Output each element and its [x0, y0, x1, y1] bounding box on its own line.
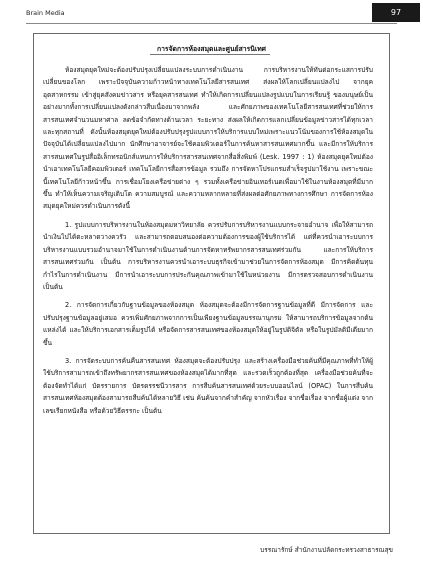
page-title: การจัดการห้องสมุดและศูนย์สารนิเทศ	[156, 45, 266, 53]
title-underline	[150, 54, 270, 55]
intro-paragraph: ห้องสมุดยุคใหม่จะต้องปรับปรุงเปลี่ยนแปลงระบบการดำเนินงาน การบริหารงานให้ทันต่อกระแสการปรับเปลี่ยนของโลก เพราะปัจจุบันความก้าวหน้าทางเทคโนโลยีสารสนเทศ ส่งผลให้โลกเปลี่ยนแปลงไป จากยุคอุตสาหกรรม เข้าสู่ยุคสังคมข่าวสาร หรือยุคสารสนเทศ ทำให้เกิดการเปลี่ยนแปลงรูปแบบในการเรียนรู้ ของมนุษย์เป็นอย่างมากทั้งการเปลี่ยนแปลงดังกล่าวสืบเนื่องมาจากพลัง และศักยภาพของเทคโนโลยีสารสนเทศที่ช่วยให้การสารสนเทศจำนวนมหาศาล ลดข้อจำกัดทางด้านเวลา ระยะทาง ส่งผลให้เกิดการแลกเปลี่ยนข้อมูลข่าวสารได้ทุกเวลา และทุกสถานที่ ดังนั้นห้องสมุดยุคใหม่ต้องปรับปรุงรูปแบบการให้บริการแบบใหม่เพราะแนวโน้มของการใช้ห้องสมุดในปัจจุบันได้เปลี่ยนแปลงไปมาก นักศึกษาอาจารย์จะใช้คอมพิวเตอร์ในการค้นหาสารสนเทศมากขึ้น และมีการให้บริการสารสนเทศในรูปสื่ออิเล็กทรอนิกส์แทนการให้บริการสารสนเทศจากสื่อสิ่งพิมพ์ (Lesk. 1997 : 1) ห้องสมุดยุคใหม่ต้องนำเอาเทคโนโลยีคอมพิวเตอร์ เทคโนโลยีการสื่อสารข้อมูล รวมถึง การจัดหาโปรแกรมสำเร็จรูปมาใช้งาน เพราะขณะนี้เทคโนโลยีก้าวหน้าขึ้น การเชื่อมโยงเครือข่ายต่าง ๆ รวมทั้งเครือข่ายอินเทอร์เนตเพื่อมาใช้ในงานห้องสมุดที่มีมากขึ้น ทำให้เห็นความเจริญเติบโต ความสมบูรณ์ และความหลากหลายที่ส่งผลต่อศักยภาพทางการศึกษา การจัดการห้องสมุดยุคใหม่ควรดำเนินการดังนี้	[43, 66, 373, 211]
page-footer: บรรณารักษ์ สำนักงานปลัดกระทรวงสาธารณสุข	[260, 546, 393, 554]
header-rule	[26, 23, 397, 24]
page-number-badge	[372, 3, 420, 22]
page-number: 97	[390, 8, 402, 17]
list-item: 1. รูปแบบการบริหารงานในห้องสมุดมหาวิทยาลัย ควรปรับการบริหารงานแบบกระจายอำนาจ เพื่อให้สามารถนำเงินไปได้ตะหลาดวางควรัว และสามารถตอบสนองต่อความต้องการของผู้ใช้บริการได้ แต่ที่ควรนำเอาระบบการบริหารงานแบบรวมอำนาจมาใช้ในการดำเนินงานด้านการจัดหาทรัพยากรสารสนเทศร่วมกัน และการให้บริการสารสนเทศร่วมกัน เป็นต้น การบริหารงานควรนำเอาระบบธุรกิจเข้ามาช่วยในการจัดการห้องสมุด มีการคิดต้นทุน กำไรในการดำเนินงาน มีการนำเอาระบบการประกันคุณภาพเข้ามาใช้ในหน่วยงาน มีการตรวจสอบการดำเนินงาน เป็นต้น	[43, 220, 373, 291]
list-item: 3. การจัดระบบการค้นคืนสารสนเทศ ห้องสมุดจะต้องปรับปรุง และสร้างเครื่องมือช่วยค้นที่มีคุณภาพที่ทำให้ผู้ใช้บริการสามารถเข้าถึงทรัพยากรสารสนเทศของห้องสมุดได้มากที่สุด และรวดเร็วถูกต้องที่สุด เครื่องมือช่วยค้นที่จะต้องจัดทำได้แก่ บัตรรายการ บัตรดรรชนีวารสาร การสืบค้นสารสนเทศด้วยระบบออนไลน์ (OPAC) ในการสืบค้นสารสนเทศห้องสมุดต้องสามารถสืบค้นได้หลายวิธี เช่น ค้นค้นจากคำสำคัญ จากหัวเรื่อง จากชื่อเรื่อง จากชื่อผู้แต่ง จากเลขเรียกหนังสือ หรือด้วยวิธีตรรกะ เป็นต้น	[43, 356, 373, 415]
body-text	[43, 64, 373, 423]
list-item: 2. การจัดการเกี่ยวกับฐานข้อมูลของห้องสมุด ห้องสมุดจะต้องมีการจัดการฐานข้อมูลที่ดี มีการจัดการ และปรับปรุงฐานข้อมูลอยู่เสมอ ควรเพิ่มศักยภาพจากการเป็นเพียงฐานข้อมูลบรรณานุกรม ให้สามารถบริการข้อมูลจากต้นแหล่งได้ และให้บริการเอกสารเต็มรูปได้ หรือจัดการสารสนเทศของห้องสมุดให้อยู่ในรูปดิจิตัล หรือในรูปมัลติมีเดียมากขึ้น	[43, 301, 373, 347]
brand-label: Brain Media	[26, 9, 65, 17]
